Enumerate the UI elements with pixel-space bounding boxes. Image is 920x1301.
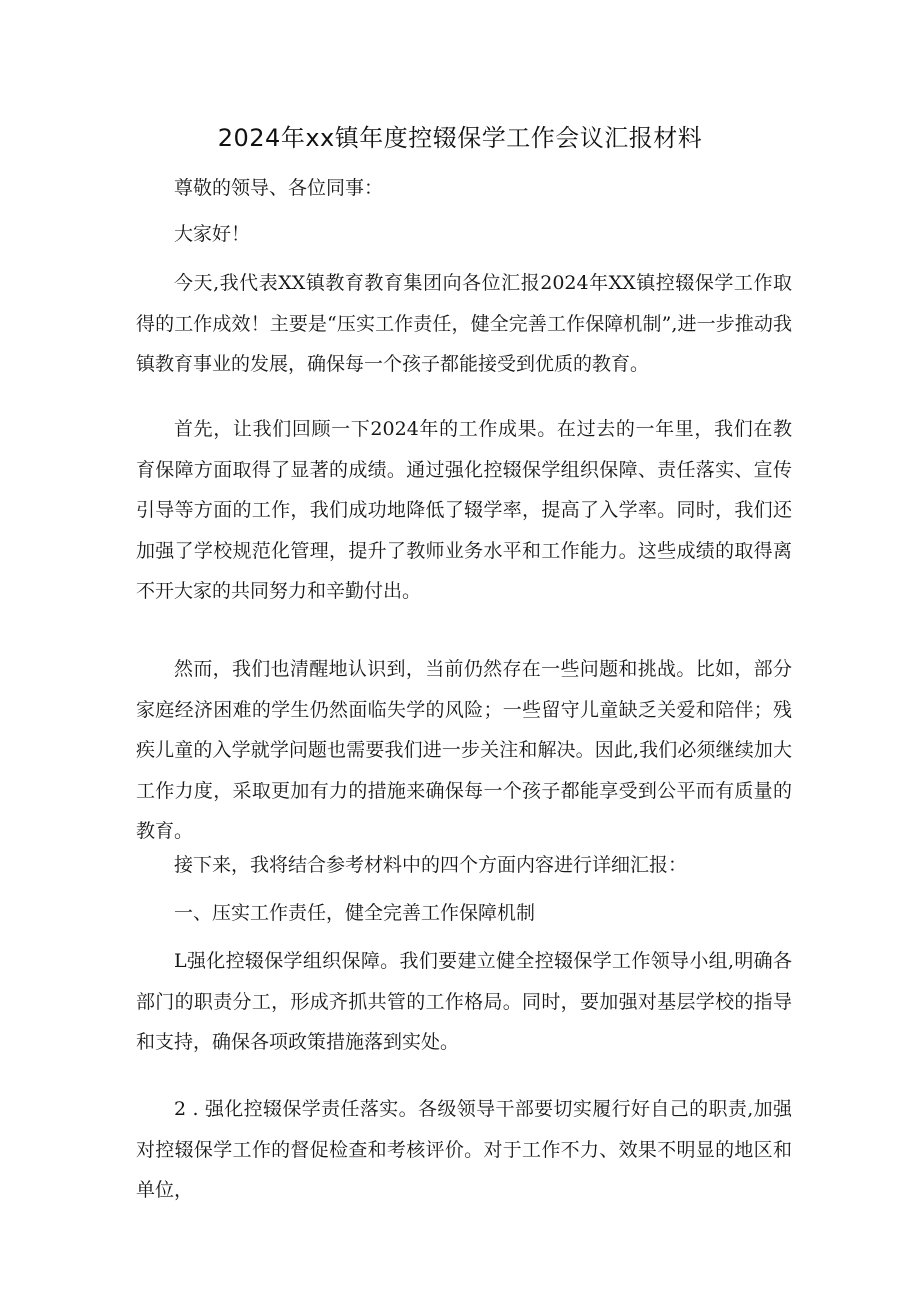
- paragraph-item-1: L强化控辍保学组织保障。我们要建立健全控辍保学工作领导小组,明确各部门的职责分工，形成齐抓共管的工作格局。同时，要加强对基层学校的指导和支持，确保各项政策措施落到实处。: [136, 950, 792, 1053]
- paragraph-item-2: 2 . 强化控辍保学责任落实。各级领导干部要切实履行好自己的职责,加强对控辍保学工作的督促检查和考核评价。对于工作不力、效果不明显的地区和单位，: [136, 1098, 792, 1201]
- document-title: 2024年xx镇年度控辍保学工作会议汇报材料: [217, 124, 703, 152]
- paragraph-transition: 接下来，我将结合参考材料中的四个方面内容进行详细汇报：: [174, 854, 688, 876]
- greeting: 大家好！: [174, 223, 251, 245]
- section-heading-1: 一、压实工作责任，健全完善工作保障机制: [174, 902, 536, 924]
- paragraph-achievements: 首先，让我们回顾一下2024年的工作成果。在过去的一年里，我们在教育保障方面取得了显著的成绩。通过强化控辍保学组织保障、责任落实、宣传引导等方面的工作，我们成功地降低了辍学率，提高了入学率。同时，我们还加强了学校规范化管理，提升了教师业务水平和工作能力。这些成绩的取得离不开大家的共同努力和辛勤付出。: [136, 418, 792, 602]
- paragraph-intro: 今天,我代表XX镇教育教育集团向各位汇报2024年XX镇控辍保学工作取得的工作成效！主要是“压实工作责任，健全完善工作保障机制”,进一步推动我镇教育事业的发展，确保每一个孩子都能接受到优质的教育。: [136, 272, 792, 375]
- paragraph-challenges: 然而，我们也清醒地认识到，当前仍然存在一些问题和挑战。比如，部分家庭经济困难的学生仍然面临失学的风险；一些留守儿童缺乏关爱和陪伴；残疾儿童的入学就学问题也需要我们进一步关注和解决。因此,我们必须继续加大工作力度，采取更加有力的措施来确保每一个孩子都能享受到公平而有质量的教育。: [136, 658, 792, 842]
- salutation: 尊敬的领导、各位同事：: [174, 177, 384, 199]
